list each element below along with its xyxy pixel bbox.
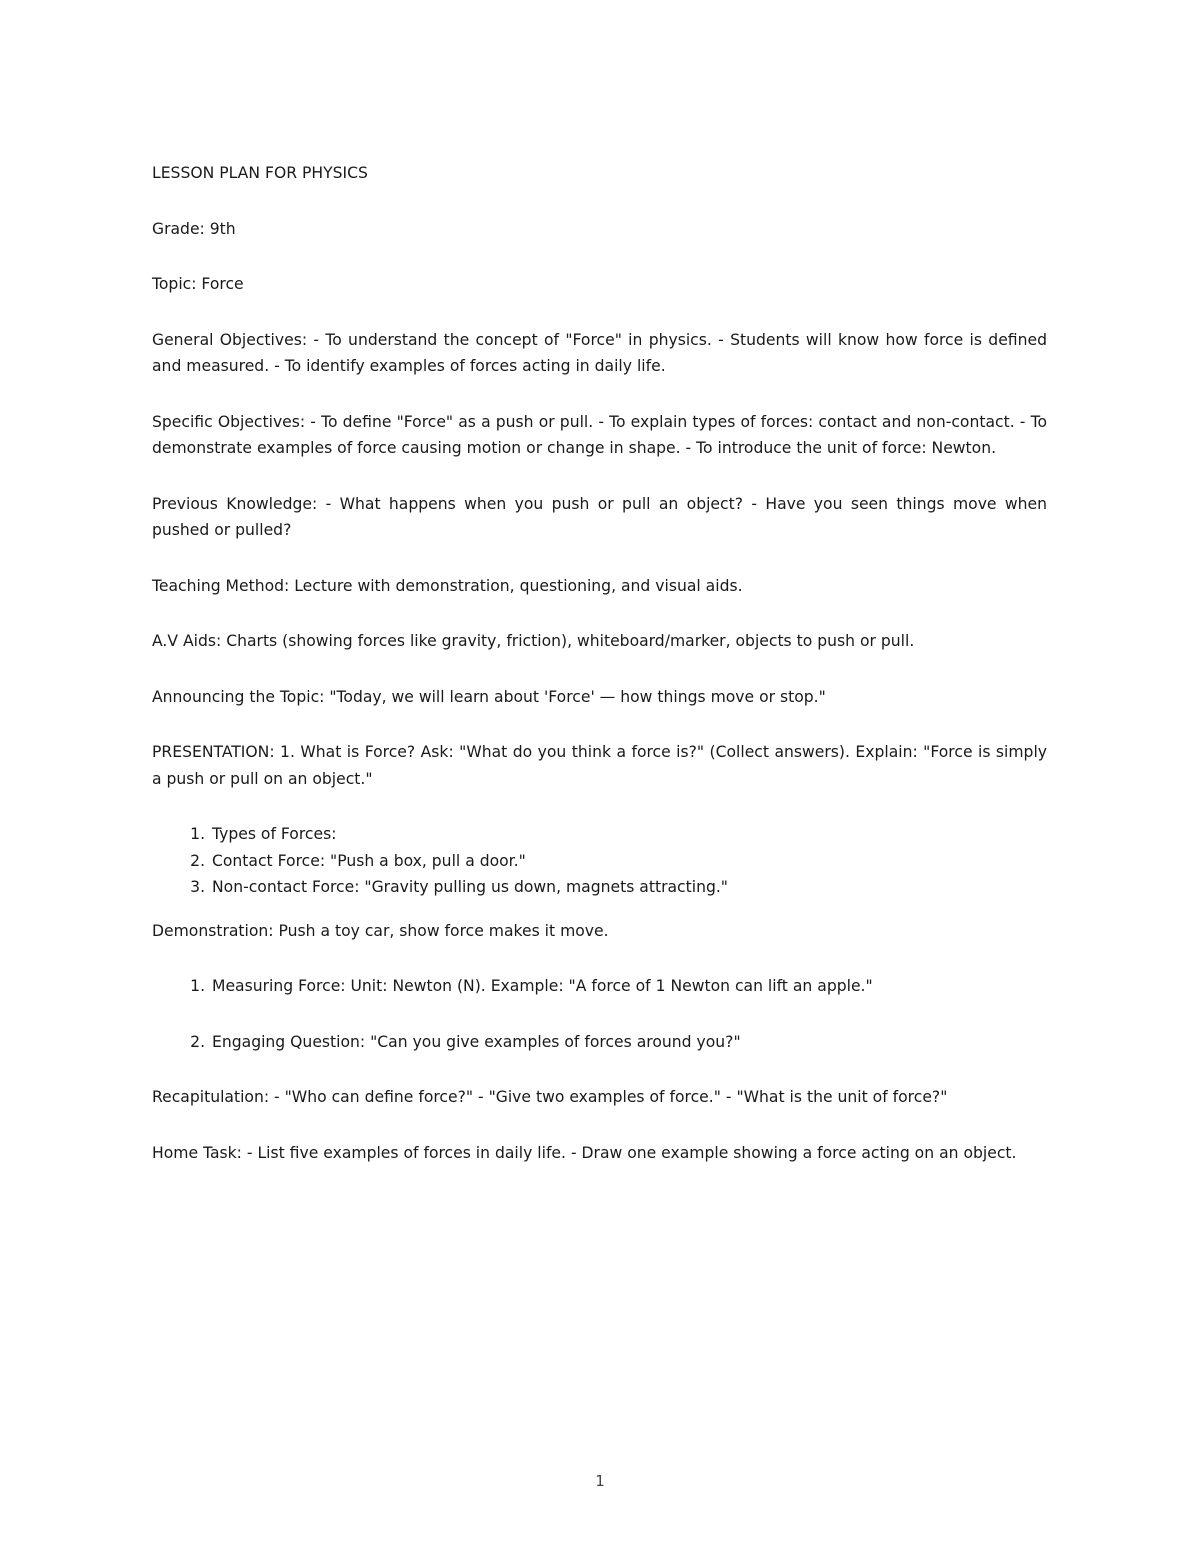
announcing-topic: Announcing the Topic: "Today, we will learn about 'Force' — how things move or stop." (152, 687, 826, 706)
home-task: Home Task: - List five examples of forces in daily life. - Draw one example showing a force acting on an object. (152, 1143, 1017, 1162)
list-item: 3. Non-contact Force: "Gravity pulling us down, magnets attracting." (210, 874, 1047, 901)
list-item: 2. Engaging Question: "Can you give examples of forces around you?" (210, 1029, 1047, 1056)
page-number: 1 (595, 1472, 605, 1490)
av-aids: A.V Aids: Charts (showing forces like gravity, friction), whiteboard/marker, objects to push or pull. (152, 632, 915, 650)
measuring-force-list (152, 973, 1047, 1000)
previous-knowledge: Previous Knowledge: - What happens when you push or pull an object? - Have you seen things move when pushed or pulled? (152, 494, 1047, 539)
demonstration: Demonstration: Push a toy car, show force makes it move. (152, 921, 609, 940)
document-title: LESSON PLAN FOR PHYSICS (152, 164, 368, 182)
grade-line: Grade: 9th (152, 219, 236, 238)
list-item: 1. Types of Forces: (210, 821, 1047, 848)
general-objectives: General Objectives: - To understand the concept of "Force" in physics. - Students will know how force is defined and measured. - To identify examples of forces acting in daily life. (152, 330, 1047, 375)
types-of-forces-list (152, 821, 1047, 901)
presentation: PRESENTATION: 1. What is Force? Ask: "What do you think a force is?" (Collect answers). Explain: "Force is simply a push or pull on an object." (152, 743, 1047, 788)
teaching-method: Teaching Method: Lecture with demonstration, questioning, and visual aids. (152, 576, 743, 595)
document-body (152, 160, 1047, 1195)
list-item: 1. Measuring Force: Unit: Newton (N). Example: "A force of 1 Newton can lift an apple." (210, 973, 1047, 1000)
engaging-question-list (152, 1029, 1047, 1056)
list-item: 2. Contact Force: "Push a box, pull a door." (210, 848, 1047, 875)
topic-line: Topic: Force (152, 275, 244, 293)
recapitulation: Recapitulation: - "Who can define force?" - "Give two examples of force." - "What is the unit of force?" (152, 1088, 948, 1106)
specific-objectives: Specific Objectives: - To define "Force" as a push or pull. - To explain types of forces: contact and non-contact. - To demonstrate examples of force causing motion or change in shape. - To introduce the unit of force: Newton. (152, 412, 1047, 457)
